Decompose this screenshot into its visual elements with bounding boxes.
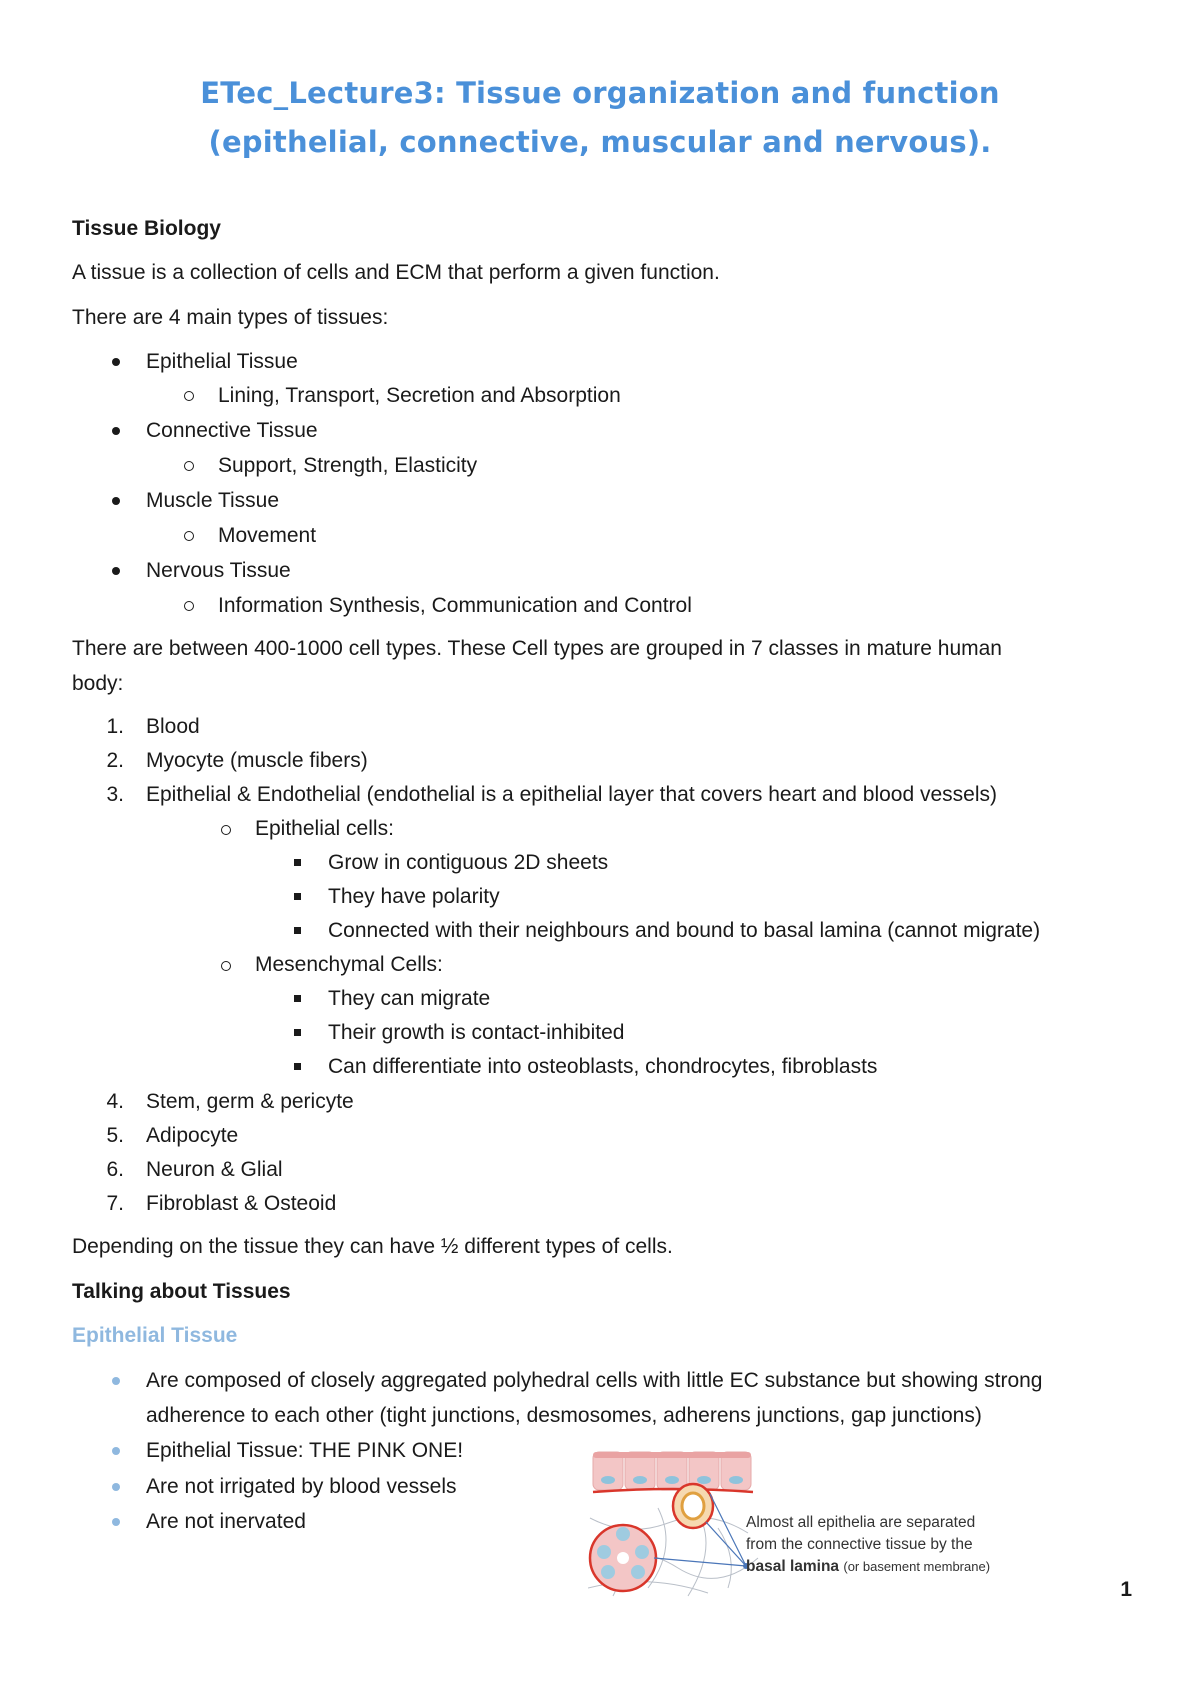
class-item-epithelial: Epithelial & Endothelial (endothelial is a epithelial layer that covers heart and blood vessels) — [146, 783, 998, 806]
bullet-circle — [221, 825, 231, 835]
bullet-circle — [184, 531, 194, 541]
section-heading-talking: Talking about Tissues — [72, 1280, 291, 1303]
mesenchymal-cells-item: They can migrate — [328, 987, 491, 1010]
tissue-type-nervous: Nervous Tissue — [146, 559, 291, 582]
section-heading-tissue-biology: Tissue Biology — [72, 217, 221, 240]
tissue-type-muscle-sub: Movement — [218, 524, 317, 547]
list-number: 2. — [106, 749, 124, 772]
tissue-type-connective-sub: Support, Strength, Elasticity — [218, 454, 478, 477]
class-item-blood: Blood — [146, 715, 200, 738]
bullet-square — [294, 927, 301, 934]
epithelial-cells-item: Connected with their neighbours and bound to basal lamina (cannot migrate) — [328, 919, 1041, 942]
class-item-fibroblast: Fibroblast & Osteoid — [146, 1192, 337, 1215]
depending-text: Depending on the tissue they can have ½ different types of cells. — [72, 1235, 673, 1258]
bullet-square — [294, 1029, 301, 1036]
tissue-type-epithelial-sub: Lining, Transport, Secretion and Absorption — [218, 384, 621, 407]
bullet-dot — [112, 1377, 120, 1385]
tissue-type-epithelial: Epithelial Tissue — [146, 350, 298, 373]
tissue-type-connective: Connective Tissue — [146, 419, 318, 442]
mesenchymal-cells-item: Can differentiate into osteoblasts, chondrocytes, fibroblasts — [328, 1055, 878, 1078]
mesenchymal-cells-item: Their growth is contact-inhibited — [328, 1021, 625, 1044]
page-number: 1 — [1120, 1578, 1132, 1601]
epithelial-cells-item: Grow in contiguous 2D sheets — [328, 851, 609, 874]
tissue-type-muscle: Muscle Tissue — [146, 489, 280, 512]
cell-types-intro-line-1: There are between 400-1000 cell types. These Cell types are grouped in 7 classes in mature human — [72, 637, 1002, 660]
bullet-dot — [112, 358, 120, 366]
epithelial-bullet: Are composed of closely aggregated polyhedral cells with little EC substance but showing strong — [146, 1369, 1043, 1392]
list-number: 1. — [106, 715, 124, 738]
bullet-dot — [112, 1518, 120, 1526]
bullet-square — [294, 1063, 301, 1070]
epithelial-bullet: Epithelial Tissue: THE PINK ONE! — [146, 1439, 464, 1462]
document-title-line-2: (epithelial, connective, muscular and nervous). — [208, 125, 992, 159]
bullet-circle — [184, 391, 194, 401]
bullet-dot — [112, 1483, 120, 1491]
epithelial-bullet: Are not irrigated by blood vessels — [146, 1475, 457, 1498]
epithelial-cells-label: Epithelial cells: — [255, 817, 394, 840]
bullet-square — [294, 893, 301, 900]
document-title-line-1: ETec_Lecture3: Tissue organization and function — [200, 76, 1000, 110]
bullet-circle — [184, 601, 194, 611]
class-item-myocyte: Myocyte (muscle fibers) — [146, 749, 368, 772]
bullet-dot — [112, 497, 120, 505]
list-number: 6. — [106, 1158, 124, 1181]
bullet-circle — [184, 461, 194, 471]
cell-types-intro-line-2: body: — [72, 672, 124, 695]
types-intro: There are 4 main types of tissues: — [72, 306, 389, 329]
class-item-adipocyte: Adipocyte — [146, 1124, 239, 1147]
list-number: 7. — [106, 1192, 124, 1215]
figure-caption-line-3 — [746, 1556, 990, 1578]
bullet-dot — [112, 427, 120, 435]
list-number: 5. — [106, 1124, 124, 1147]
figure-caption-line-1: Almost all epithelia are separated — [746, 1514, 976, 1531]
bullet-dot — [112, 1447, 120, 1455]
list-number: 4. — [106, 1090, 124, 1113]
tissue-type-nervous-sub: Information Synthesis, Communication and Control — [218, 594, 692, 617]
definition-text: A tissue is a collection of cells and ECM that perform a given function. — [72, 261, 720, 284]
figure-caption — [746, 1512, 990, 1578]
list-number: 3. — [106, 783, 124, 806]
bullet-square — [294, 859, 301, 866]
bullet-circle — [221, 961, 231, 971]
epithelial-bullet: Are not inervated — [146, 1510, 306, 1533]
figure-caption-small: (or basement membrane) — [843, 1559, 991, 1574]
epithelial-cells-item: They have polarity — [328, 885, 500, 908]
class-item-stem: Stem, germ & pericyte — [146, 1090, 354, 1113]
subheading-epithelial-tissue: Epithelial Tissue — [72, 1324, 238, 1347]
class-item-neuron: Neuron & Glial — [146, 1158, 283, 1181]
mesenchymal-cells-label: Mesenchymal Cells: — [255, 953, 443, 976]
epithelial-bullet-continued: adherence to each other (tight junctions, desmosomes, adherens junctions, gap junctions) — [146, 1404, 982, 1427]
figure-caption-line-2: from the connective tissue by the — [746, 1536, 973, 1553]
bullet-square — [294, 995, 301, 1002]
bullet-dot — [112, 567, 120, 575]
figure-caption-bold: basal lamina — [746, 1558, 840, 1575]
